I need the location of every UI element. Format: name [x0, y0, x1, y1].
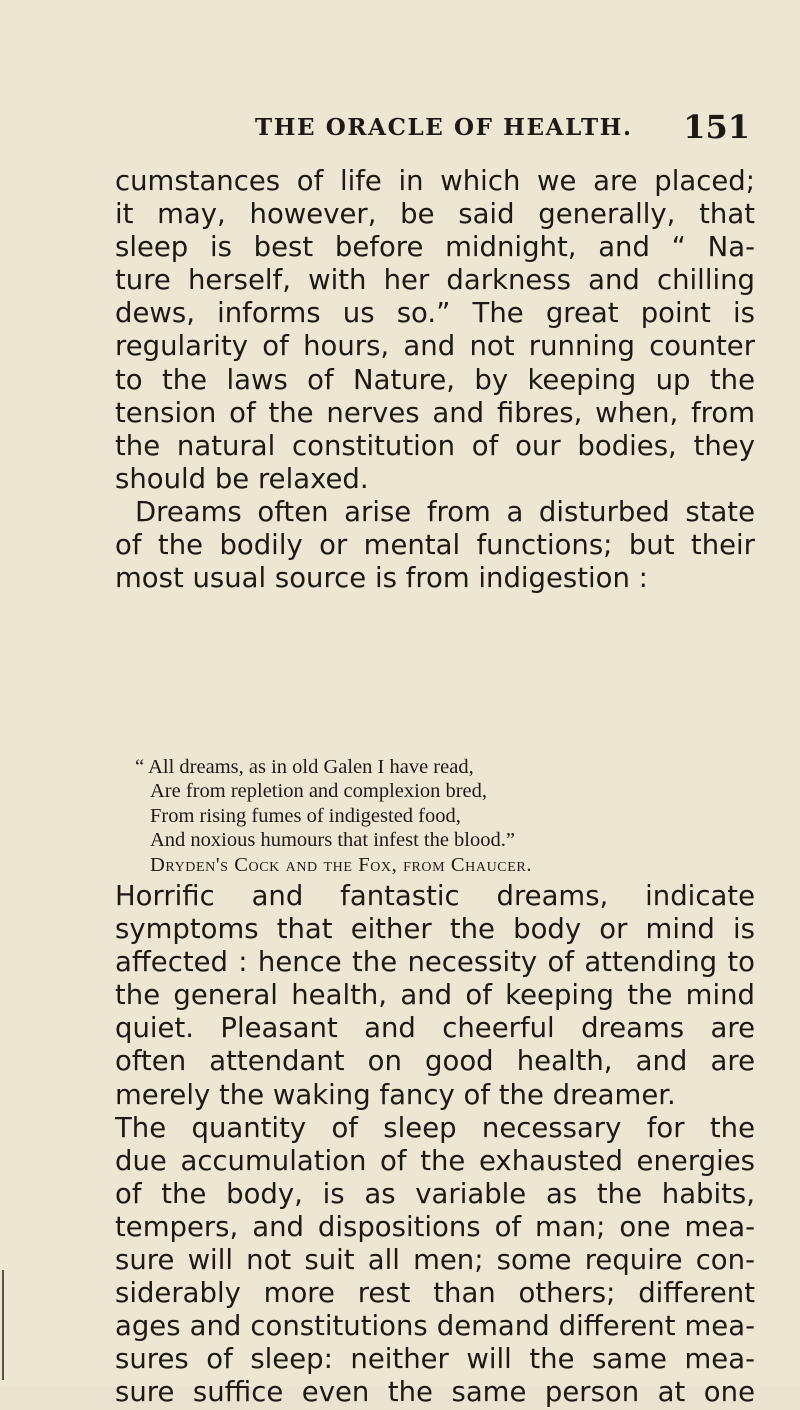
- text-line: Dreams often arise from a disturbed state: [135, 495, 755, 528]
- text-line: The quantity of sleep necessary for the: [115, 1111, 755, 1144]
- text-line: tension of the nerves and fibres, when, from: [115, 396, 755, 429]
- paragraph-2: [115, 496, 755, 595]
- running-head: [235, 108, 750, 148]
- text-line: symptoms that either the body or mind is: [115, 913, 755, 946]
- page-number: 151: [683, 108, 750, 146]
- text-line: tempers, and dispositions of man; one mea-: [115, 1210, 755, 1243]
- verse-line: Are from repletion and complexion bred,: [150, 780, 487, 803]
- text-line: siderably more rest than others; different: [115, 1277, 755, 1310]
- text-line: most usual source is from indigestion :: [115, 562, 648, 595]
- verse-attribution: Dryden's Cock and the Fox, from Chaucer.: [150, 853, 533, 876]
- text-line: merely the waking fancy of the dreamer.: [115, 1078, 676, 1111]
- binding-edge-mark: [2, 1270, 4, 1380]
- text-line: the natural constitution of our bodies, they: [115, 429, 755, 462]
- text-line: to the laws of Nature, by keeping up the: [115, 363, 755, 396]
- body-text-upper: [115, 165, 755, 595]
- text-line: sleep is best before midnight, and “ Na-: [115, 231, 755, 264]
- text-line: should be relaxed.: [115, 462, 369, 495]
- text-line: sure will not suit all men; some require con-: [115, 1244, 755, 1277]
- text-line: it may, however, be said generally, that: [115, 198, 755, 231]
- body-text-lower: [115, 880, 755, 1410]
- verse-line: “ All dreams, as in old Galen I have read,: [135, 756, 474, 778]
- text-line: regularity of hours, and not running counter: [115, 330, 755, 363]
- text-line: ages and constitutions demand different mea-: [115, 1310, 755, 1343]
- text-line: the general health, and of keeping the mind: [115, 979, 755, 1012]
- text-line: of the bodily or mental functions; but their: [115, 529, 755, 562]
- text-line: ture herself, with her darkness and chilling: [115, 264, 755, 297]
- text-line: affected : hence the necessity of attending to: [115, 946, 755, 979]
- text-line: cumstances of life in which we are placed;: [115, 165, 755, 197]
- paragraph-1: [115, 165, 755, 496]
- paragraph-3: [115, 880, 755, 1112]
- running-title: THE ORACLE OF HEALTH.: [255, 114, 633, 141]
- text-line: due accumulation of the exhausted energies: [115, 1144, 755, 1177]
- text-line: often attendant on good health, and are: [115, 1045, 755, 1078]
- text-line: of the body, is as variable as the habits,: [115, 1177, 755, 1210]
- verse-line: And noxious humours that infest the blood.”: [150, 829, 515, 852]
- paragraph-4: [115, 1112, 755, 1410]
- text-line: sures of sleep: neither will the same mea-: [115, 1343, 755, 1376]
- verse-line: From rising fumes of indigested food,: [150, 804, 461, 827]
- text-line: Horrific and fantastic dreams, indicate: [115, 880, 755, 912]
- text-line: sure suffice even the same person at one: [115, 1376, 755, 1409]
- verse-quotation: [135, 755, 755, 877]
- text-line: dews, informs us so.” The great point is: [115, 297, 755, 330]
- text-line: quiet. Pleasant and cheerful dreams are: [115, 1012, 755, 1045]
